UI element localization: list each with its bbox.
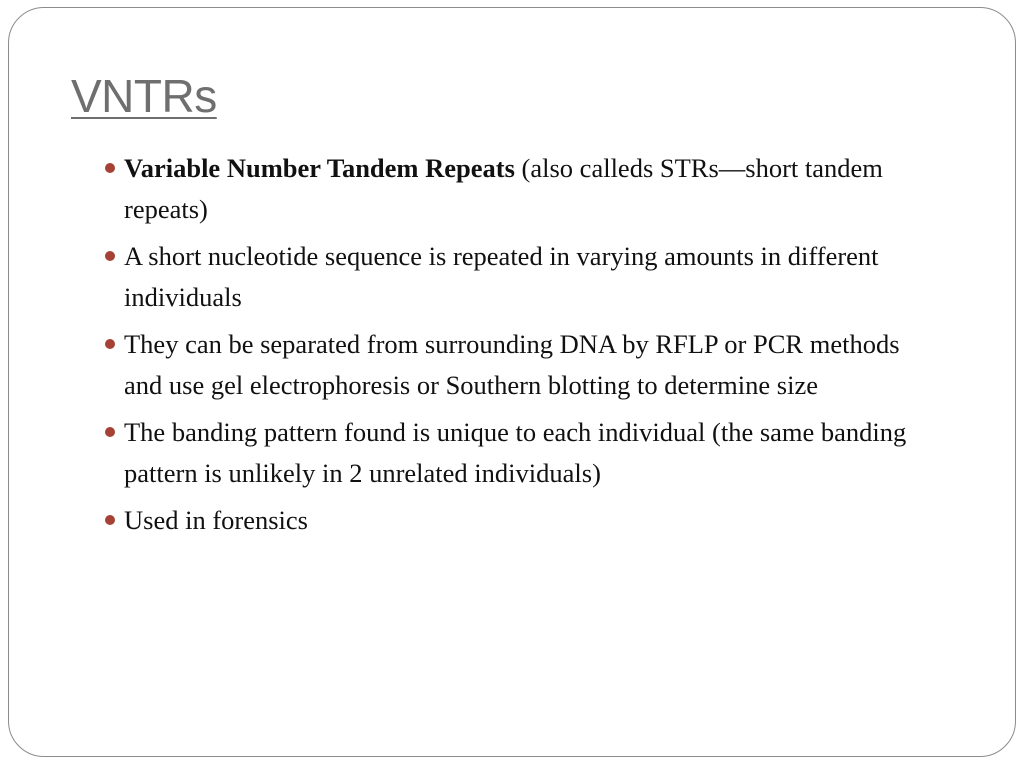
- bullet-text: A short nucleotide sequence is repeated in varying amounts in different individuals: [124, 241, 879, 312]
- bullet-item: [124, 324, 944, 406]
- bullet-list: [124, 148, 944, 547]
- slide-title: VNTRs: [71, 70, 217, 122]
- bullet-item: [124, 148, 944, 230]
- bullet-dot-icon: [105, 515, 115, 525]
- slide-frame: [8, 7, 1016, 757]
- bullet-dot-icon: [105, 163, 115, 173]
- bullet-item: [124, 500, 944, 541]
- bullet-text: They can be separated from surrounding DNA by RFLP or PCR methods and use gel electrophoresis or Southern blotting to determine size: [124, 329, 900, 400]
- bullet-dot-icon: [105, 339, 115, 349]
- bullet-dot-icon: [105, 251, 115, 261]
- bullet-item: [124, 412, 944, 494]
- bullet-dot-icon: [105, 427, 115, 437]
- bullet-bold-text: Variable Number Tandem Repeats: [124, 153, 515, 183]
- bullet-text: (also calleds STRs—short tandem repeats): [124, 153, 883, 224]
- bullet-text: The banding pattern found is unique to each individual (the same banding pattern is unlikely in 2 unrelated individuals): [124, 417, 907, 488]
- bullet-text: Used in forensics: [124, 505, 308, 535]
- bullet-item: [124, 236, 944, 318]
